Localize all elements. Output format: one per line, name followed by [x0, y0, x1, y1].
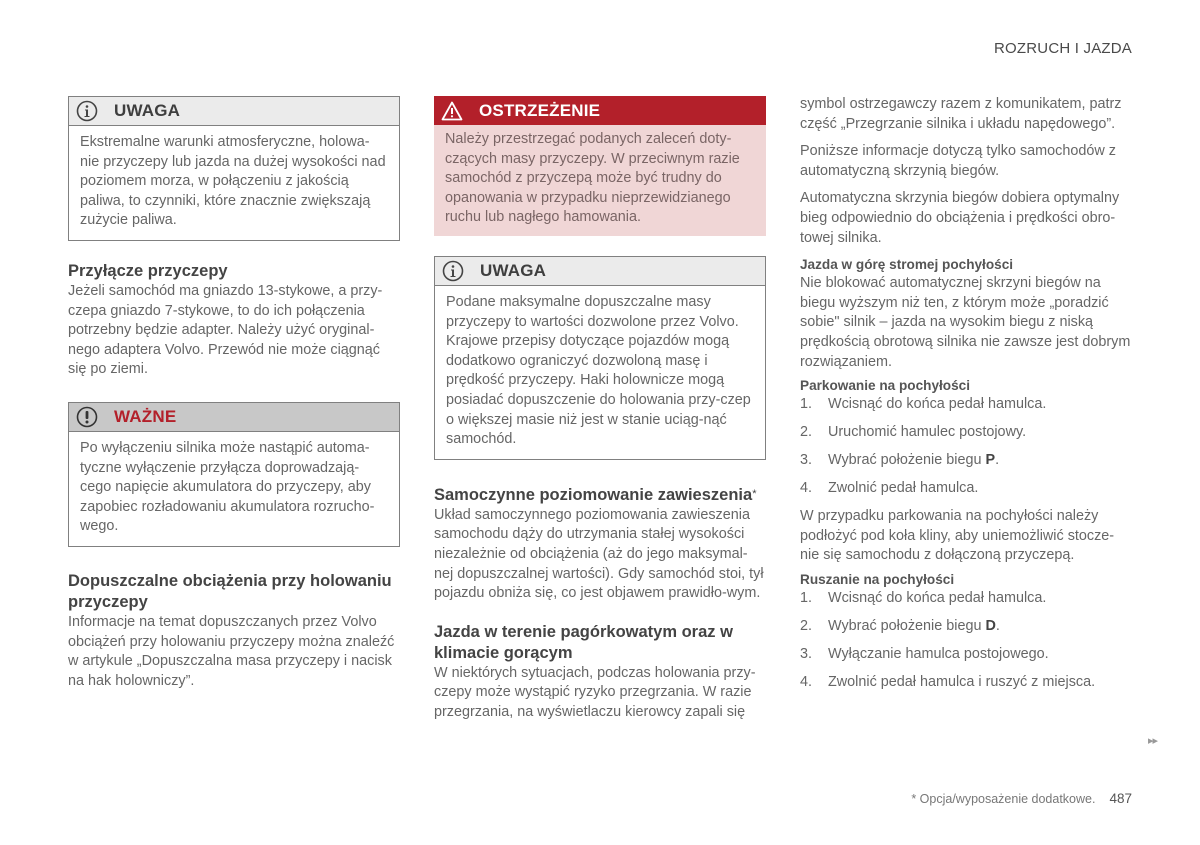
- important-box: [68, 402, 400, 547]
- note-box-text: Ekstremalne warunki atmosferyczne, holowa-nie przyczepy lub jazda na dużej wysokości nad poziomem morza, w połączeniu z jakością paliwa, to czynniki, które znacznie zwiększają zużycie paliwa.: [80, 134, 386, 229]
- subsection-heading: Parkowanie na pochyłości: [800, 378, 970, 394]
- running-head: ROZRUCH I JAZDA: [994, 40, 1132, 57]
- section-hilly-terrain: [434, 622, 766, 723]
- section-towing-loads: [68, 571, 400, 691]
- section-heading: Przyłącze przyczepy: [68, 261, 228, 280]
- section-parking-on-slope: [800, 377, 1132, 566]
- important-box-title: WAŻNE: [114, 406, 177, 426]
- parking-steps-list: [800, 395, 1132, 499]
- note-box-fuel: [68, 96, 400, 241]
- warning-box-header: [434, 96, 766, 125]
- exclamation-circle-icon: [76, 406, 98, 428]
- list-item: 1. Wcisnąć do końca pedał hamulca.: [800, 589, 1047, 606]
- section-text: Jeżeli samochód ma gniazdo 13-stykowe, a przy-czepa gniazdo 7-stykowe, to do ich połączenia potrzebny będzie adapter. Należy użyć oryginal-nego adaptera Volvo. Przewód nie może ciągnąć się po ziemi.: [68, 282, 383, 378]
- gear-letter: P: [985, 452, 996, 469]
- note-box-title: UWAGA: [114, 101, 181, 120]
- paragraph: Automatyczna skrzynia biegów dobiera optymalny bieg odpowiednio do obciążenia i prędkości obro-towej silnika.: [800, 190, 1120, 246]
- section-text: Informacje na temat dopuszczanych przez Volvo obciążeń przy holowaniu przyczepy można znaleźć w artykule „Dopuszczalna masa przyczepy i nacisk na hak holowniczy”.: [68, 613, 395, 689]
- warning-box-text: Należy przestrzegać podanych zaleceń doty-czących masy przyczepy. W przeciwnym razie samochód z przyczepą może być trudny do opanowania w przypadku nieprzewidzianego ruchu lub nagłego hamowania.: [445, 131, 740, 226]
- subsection-heading: Jazda w górę stromej pochyłości: [800, 257, 1014, 273]
- important-box-text: Po wyłączeniu silnika może nastąpić automa-tyczne wyłączenie przyłącza doprowadzają-cego napięcie akumulatora do przyczepy, aby zapobiec rozładowaniu akumulatora rozrucho-wego.: [80, 439, 375, 535]
- info-circle-icon: [442, 260, 464, 282]
- section-text: W przypadku parkowania na pochyłości należy podłożyć pod koła kliny, aby uniemożliwić stocze-nie się samochodu z dołączoną przyczepą.: [800, 508, 1115, 564]
- section-text: Układ samoczynnego poziomowania zawieszenia samochodu dąży do utrzymania stałej wysokości niezależnie od obciążenia (aż do jego maksymal-nej dopuszczalnej wartości). Gdy samochód stoi, tył pojazdu obniża się, co jest objawem prawidło-wym.: [434, 506, 764, 602]
- list-item: 3. Wybrać położenie biegu P.: [800, 452, 1000, 469]
- starting-steps-list: [800, 589, 1132, 693]
- list-item: 2. Wybrać położenie biegu D.: [800, 617, 1000, 634]
- paragraph: symbol ostrzegawczy razem z komunikatem, patrz część „Przegrzanie silnika i układu napędowego”.: [800, 96, 1122, 132]
- list-item: 1. Wcisnąć do końca pedał hamulca.: [800, 396, 1047, 413]
- section-heading: Samoczynne poziomowanie zawieszenia*: [434, 485, 757, 504]
- warning-box: [434, 96, 766, 236]
- subsection-heading: Ruszanie na pochyłości: [800, 571, 955, 587]
- section-starting-on-slope: [800, 571, 1132, 693]
- note-box-title: UWAGA: [480, 260, 547, 280]
- important-box-header: [69, 403, 399, 432]
- warning-triangle-icon: [441, 100, 463, 122]
- column-3: [800, 95, 1132, 701]
- section-uphill: [800, 256, 1132, 372]
- list-item: 4. Zwolnić pedał hamulca.: [800, 480, 979, 497]
- footnote: * Opcja/wyposażenie dodatkowe.: [911, 792, 1096, 806]
- paragraph: Poniższe informacje dotyczą tylko samochodów z automatyczną skrzynią biegów.: [800, 143, 1116, 179]
- section-heading: Jazda w terenie pagórkowatym oraz w klimacie gorącym: [434, 622, 733, 662]
- section-trailer-connector: [68, 261, 400, 380]
- warning-box-title: OSTRZEŻENIE: [479, 100, 601, 120]
- page-number: 487: [1109, 791, 1132, 806]
- list-item: 2. Uruchomić hamulec postojowy.: [800, 424, 1027, 441]
- optional-marker: *: [752, 487, 757, 500]
- section-heading: Dopuszczalne obciążenia przy holowaniu przyczepy: [68, 571, 392, 611]
- section-text: Nie blokować automatycznej skrzyni biegów na biegu wyższym niż ten, z którym może „poradzić sobie" silnik – jazda na wysokim biegu z niską prędkością obrotową silnika nie zawsze jest dobrym rozwiązaniem.: [800, 275, 1131, 370]
- column-1: [68, 96, 400, 709]
- gear-letter: D: [985, 617, 996, 634]
- section-self-levelling: [434, 485, 766, 604]
- list-item: 3. Wyłączanie hamulca postojowego.: [800, 645, 1049, 662]
- section-text: W niektórych sytuacjach, podczas holowania przy-czepy może wystąpić ryzyko przegrzania. W razie przegrzania, na wyświetlaczu kierowcy zapali się: [434, 664, 756, 720]
- info-circle-icon: [76, 100, 98, 122]
- list-item: 4. Zwolnić pedał hamulca i ruszyć z miejsca.: [800, 673, 1096, 690]
- note-box-text: Podane maksymalne dopuszczalne masy przyczepy to wartości dozwolone przez Volvo. Krajowe przepisy dotyczące pojazdów mogą dodatkowo ograniczyć dozwoloną masę i prędkość przyczepy. Haki holownicze mogą posiadać dopuszczenie do holowania przy-czep o większej masie niż jest w stanie uciąg-nąć samochód.: [446, 293, 751, 448]
- continue-arrows-icon: ▸▸: [1148, 735, 1158, 747]
- note-box-header: [69, 97, 399, 126]
- column-2: [434, 96, 766, 740]
- note-box-header: [435, 257, 765, 286]
- note-box-masses: [434, 256, 766, 460]
- page-footer: [911, 791, 1132, 806]
